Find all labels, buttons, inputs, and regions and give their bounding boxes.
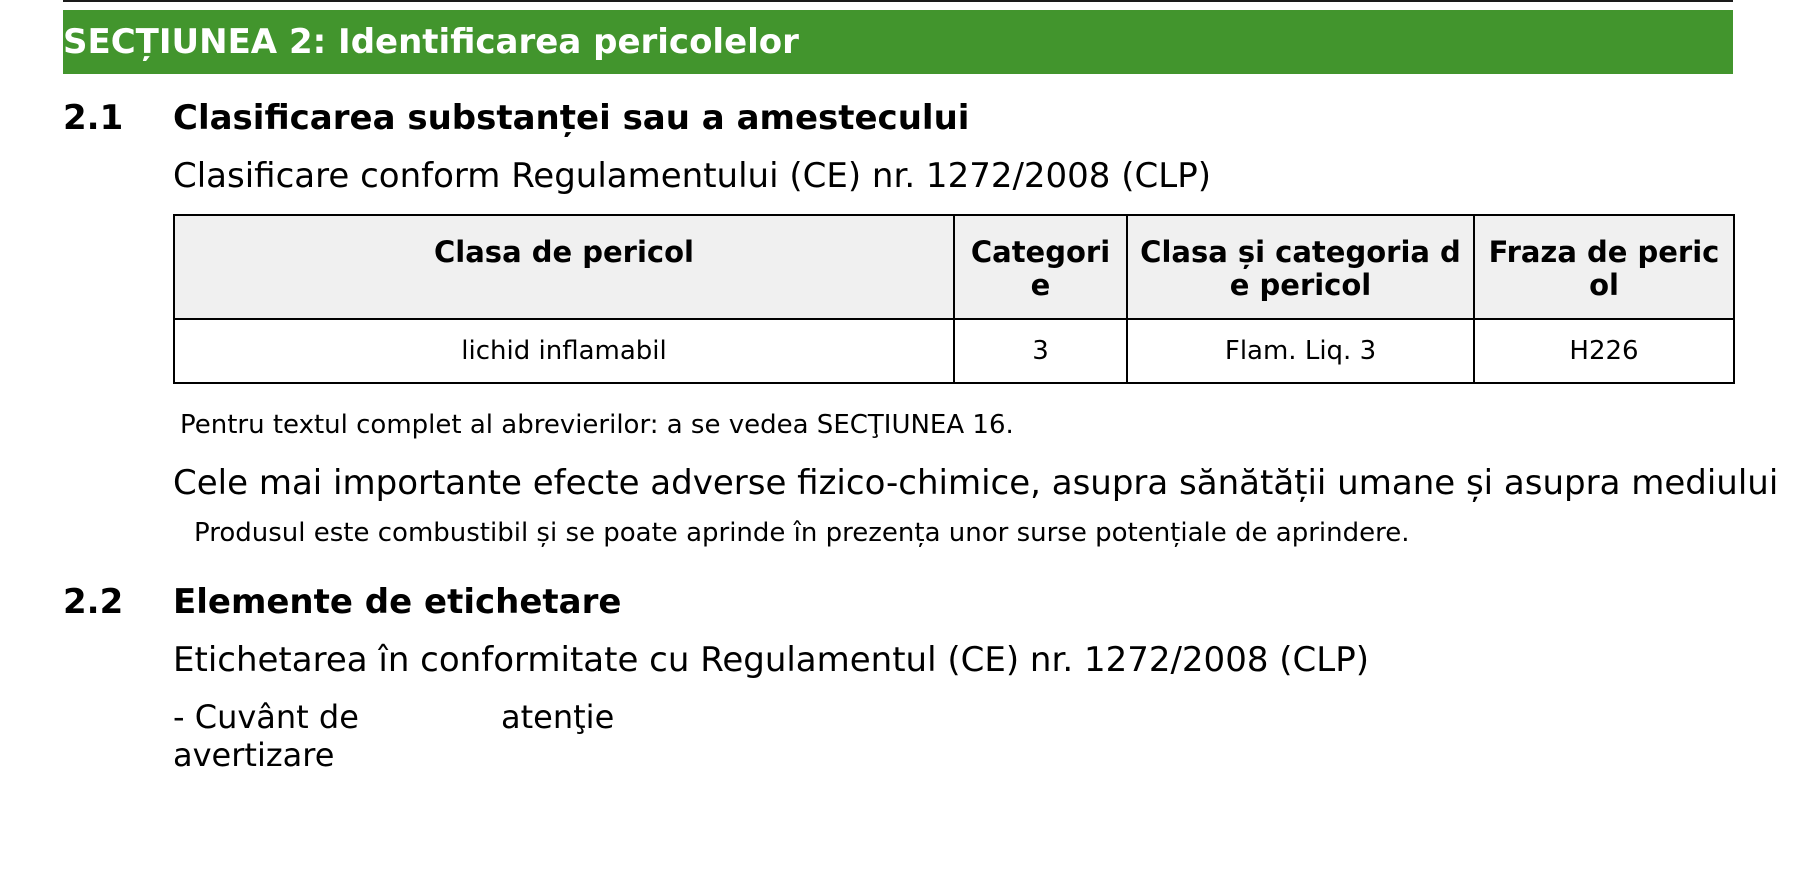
cell-category: 3 [954, 319, 1127, 383]
table-row [174, 319, 1734, 383]
table-header-row [174, 215, 1734, 319]
section-header [63, 10, 1733, 74]
cell-hazard-statement: H226 [1474, 319, 1734, 383]
cell-hazard-class: lichid inflamabil [174, 319, 954, 383]
subsection-title-2-2: Elemente de etichetare [173, 582, 622, 622]
top-rule [63, 0, 1733, 2]
classification-heading: Clasificare conform Regulamentului (CE) nr. 1272/2008 (CLP) [173, 156, 1211, 196]
header-hazard-statement: Fraza de pericol [1474, 215, 1734, 319]
subsection-title-2-1: Clasificarea substanței sau a amestecului [173, 98, 970, 138]
signal-word-value: atenţie [501, 698, 615, 736]
adverse-effects-text: Produsul este combustibil și se poate aprinde în prezența unor surse potențiale de aprindere. [194, 518, 1410, 548]
subsection-number-2-1: 2.1 [63, 98, 124, 138]
signal-word-label: - Cuvânt de avertizare [173, 698, 359, 774]
abbreviations-note: Pentru textul complet al abrevierilor: a se vedea SECŢIUNEA 16. [180, 410, 1014, 440]
header-class-and-category: Clasa și categoria de pericol [1127, 215, 1474, 319]
cell-class-and-category: Flam. Liq. 3 [1127, 319, 1474, 383]
header-category: Categorie [954, 215, 1127, 319]
subsection-number-2-2: 2.2 [63, 582, 124, 622]
hazard-classification-table [173, 214, 1735, 384]
adverse-effects-heading: Cele mai importante efecte adverse fizico-chimice, asupra sănătății umane și asupra mediului [173, 463, 1779, 503]
section-title: SECȚIUNEA 2: Identificarea pericolelor [63, 22, 799, 62]
labelling-heading: Etichetarea în conformitate cu Regulamentul (CE) nr. 1272/2008 (CLP) [173, 640, 1369, 680]
header-hazard-class: Clasa de pericol [174, 215, 954, 319]
